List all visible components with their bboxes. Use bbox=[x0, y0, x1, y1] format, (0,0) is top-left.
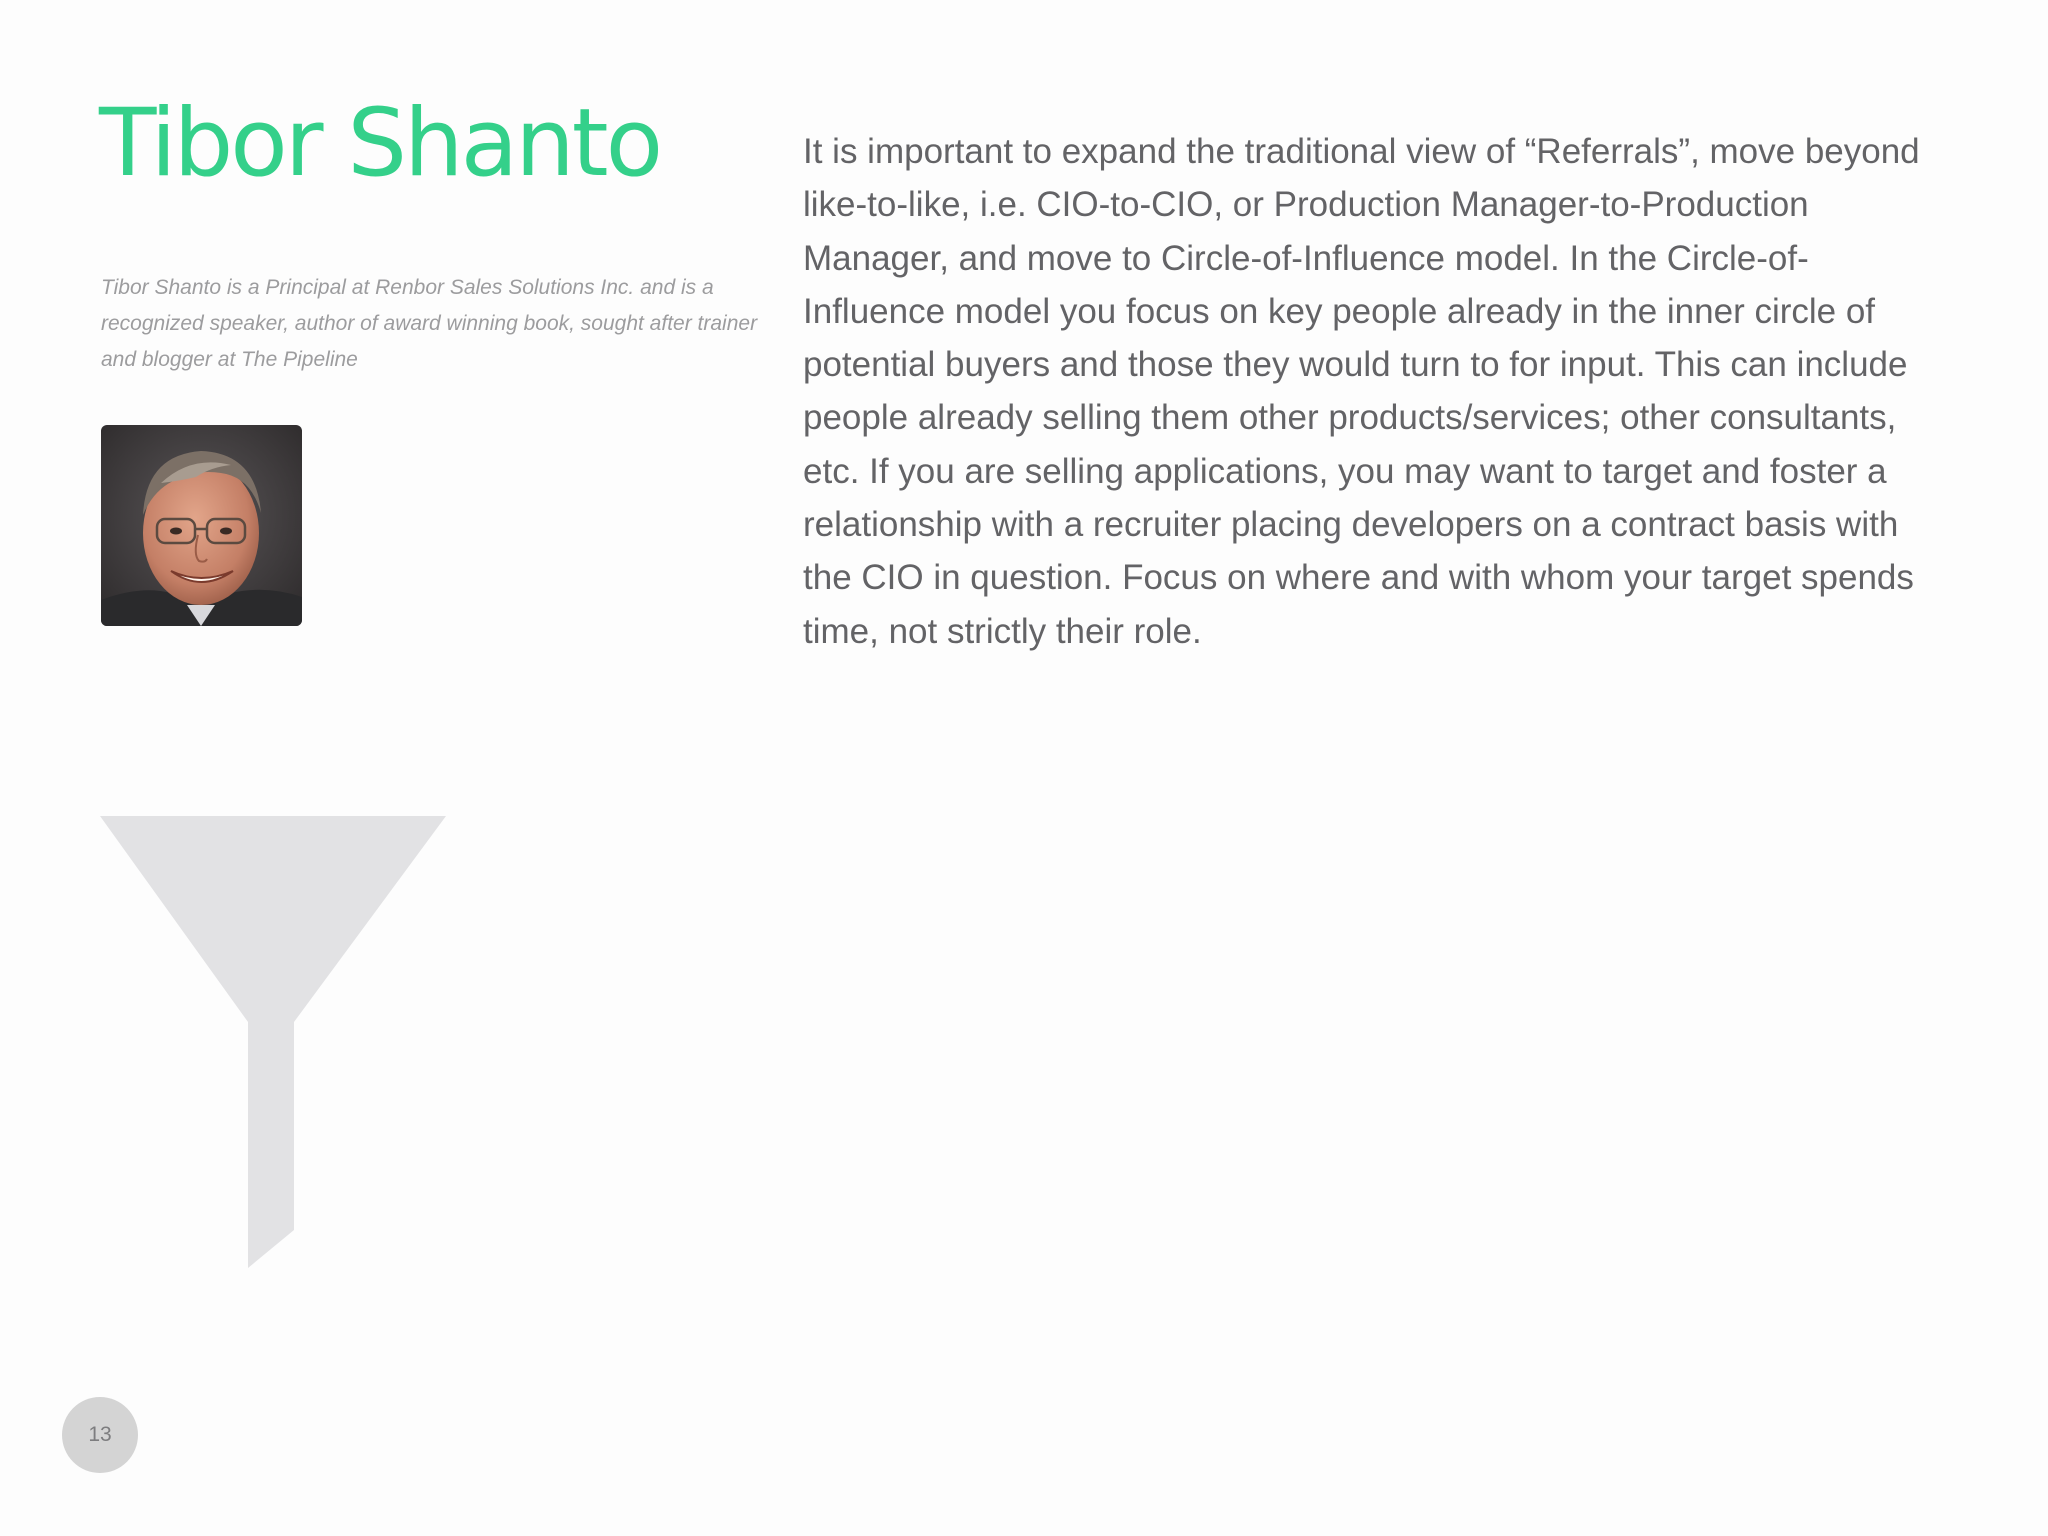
author-name: Tibor Shanto bbox=[99, 89, 661, 198]
funnel-icon bbox=[100, 816, 446, 1268]
quote-text: It is important to expand the traditional view of “Referrals”, move beyond like-to-like, i.e. CIO-to-CIO, or Production Manager-to-Production Manager, and move to Circle-of-Influence model. In the Circle-of- Influence model you focus on key people already in the inner circle of potential buyers and those they would turn to for input. This can include people already selling them other products/services; other consultants, etc. If you are selling applications, you may want to target and foster a relationship with a recruiter placing developers on a contract basis with the CIO in question. Focus on where and with whom your target spends time, not strictly their role. bbox=[803, 132, 1920, 651]
author-bio: Tibor Shanto is a Principal at Renbor Sales Solutions Inc. and is a recognized speaker, author of award winning book, sought after trainer and blogger at The Pipeline bbox=[101, 276, 758, 371]
author-photo bbox=[101, 425, 302, 626]
page-number: 13 bbox=[62, 1397, 138, 1473]
